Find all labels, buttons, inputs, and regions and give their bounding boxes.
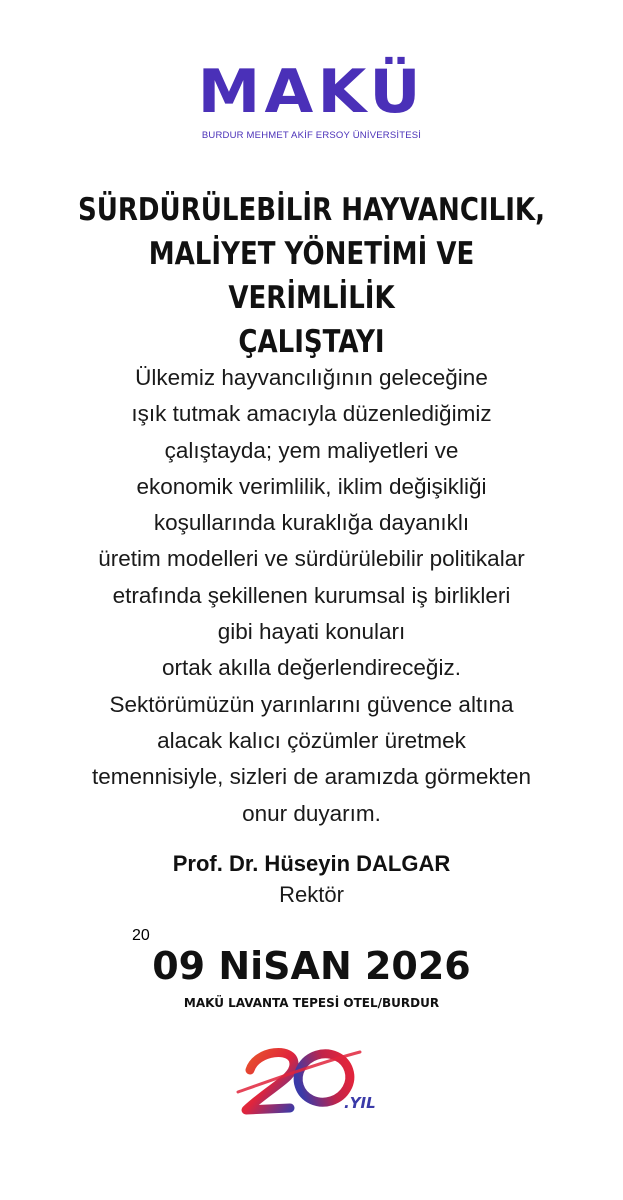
title-line: ÇALIŞTAYI [238,324,385,360]
message-line: temennisiyle, sizleri de aramızda görmekten [92,764,531,790]
message-line: alacak kalıcı çözümler üretmek [157,727,466,753]
anniversary-number-label: 20 [132,927,150,944]
logo-wordmark: MAKÜ [197,57,426,127]
event-venue: MAKÜ LAVANTA TEPESİ OTEL/BURDUR [183,996,440,1010]
message-line: ekonomik verimlilik, iklim değişikliği [136,473,487,499]
signatory-name: Prof. Dr. Hüseyin DALGAR [172,851,451,876]
message-line: ortak akılla değerlendireceğiz. [162,655,461,681]
message-line: onur duyarım. [242,800,381,826]
logo-subtitle: BURDUR MEHMET AKİF ERSOY ÜNİVERSİTESİ [201,130,422,141]
message-line: Sektörümüzün yarınlarını güvence altına [109,691,514,717]
message-line: üretim modelleri ve sürdürülebilir politikalar [98,546,525,572]
invitation-message [30,360,593,832]
message-line: gibi hayati konuları [217,619,406,645]
message-line: Ülkemiz hayvancılığının geleceğine [135,365,488,390]
title-line: MALİYET YÖNETİMİ VE VERİMLİLİK [148,236,475,316]
message-line: ışık tutmak amacıyla düzenlediğimiz [131,401,492,427]
signatory-role: Rektör [279,882,344,907]
anniversary-suffix-label: .YIL [344,1094,376,1112]
event-date: 09 NiSAN 2026 [152,944,471,988]
title-line: SÜRDÜRÜLEBİLİR HAYVANCILIK, [77,192,546,228]
event-title [67,188,557,364]
message-line: koşullarında kuraklığa dayanıklı [153,510,470,536]
message-line: çalıştayda; yem maliyetleri ve [164,437,459,463]
message-line: etrafında şekillenen kurumsal iş birlikleri [112,582,511,608]
university-logo [0,57,623,141]
